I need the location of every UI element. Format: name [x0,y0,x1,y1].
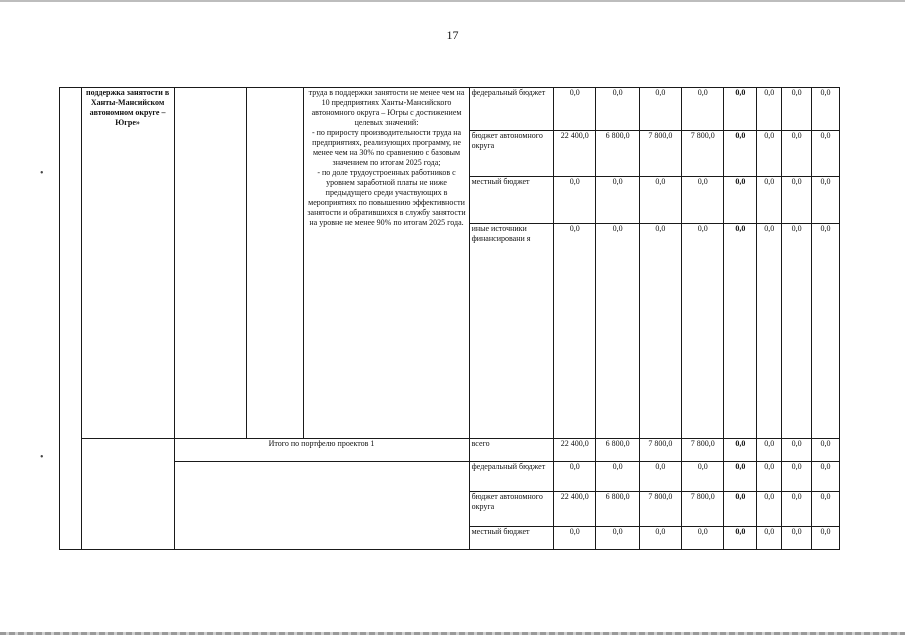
value-cell: 0,0 [682,224,724,439]
value-cell: 0,0 [639,527,681,550]
funding-source-cell: бюджет автономного округа [469,131,554,177]
value-cell: 0,0 [812,88,840,131]
value-cell: 0,0 [724,224,757,439]
value-cell: 0,0 [757,224,782,439]
margin-mark: • [40,452,44,463]
value-cell: 0,0 [782,224,812,439]
value-cell: 0,0 [782,131,812,177]
value-cell: 0,0 [782,439,812,462]
value-cell: 0,0 [639,88,681,131]
value-cell: 0,0 [682,88,724,131]
value-cell: 22 400,0 [554,131,596,177]
value-cell: 0,0 [724,492,757,527]
value-cell: 7 800,0 [682,492,724,527]
funding-source-cell: местный бюджет [469,177,554,224]
funding-source-cell: иные источники финансировани я [469,224,554,439]
value-cell: 0,0 [554,177,596,224]
funding-source-cell: федеральный бюджет [469,462,554,492]
page-top-edge [0,0,905,2]
value-cell: 0,0 [782,462,812,492]
value-cell: 0,0 [812,177,840,224]
value-cell: 0,0 [812,224,840,439]
value-cell: 0,0 [724,177,757,224]
value-cell: 0,0 [757,177,782,224]
value-cell: 0,0 [682,462,724,492]
value-cell: 0,0 [596,177,639,224]
value-cell: 0,0 [596,88,639,131]
value-cell: 0,0 [812,527,840,550]
value-cell: 0,0 [639,462,681,492]
value-cell: 0,0 [757,131,782,177]
value-cell: 0,0 [782,88,812,131]
value-cell: 0,0 [757,527,782,550]
value-cell: 22 400,0 [554,492,596,527]
project-name-cell: поддержка занятости в Ханты-Мансийском автономном округе – Югре» [81,88,174,439]
value-cell: 0,0 [782,492,812,527]
table-row [60,439,840,462]
value-cell: 0,0 [724,439,757,462]
funding-source-cell: всего [469,439,554,462]
page-number: 17 [446,28,459,42]
value-cell: 0,0 [554,462,596,492]
indicator-cell: труда в поддержки занятости не менее чем на 10 предприятиях Ханты-Мансийского автономного округа – Югры с достижением целевых значений: - по приросту производительности труда на предприятиях, реализующих программу, не менее чем на 30% по сравнению с базовым значением по итогам 2025 года; - по доле трудоустроенных работников с уровнем заработной платы не ниже предыдущего среди участвующих в мероприятиях по повышению эффективности занятости и обратившихся в службу занятости на уровне не менее 90% по итогам 2025 года. [304,88,469,439]
value-cell: 0,0 [639,177,681,224]
funding-source-cell: местный бюджет [469,527,554,550]
funding-source-cell: федеральный бюджет [469,88,554,131]
value-cell: 0,0 [757,439,782,462]
value-cell: 0,0 [757,88,782,131]
value-cell: 0,0 [554,88,596,131]
value-cell: 0,0 [596,527,639,550]
value-cell: 6 800,0 [596,439,639,462]
funding-source-cell: бюджет автономного округа [469,492,554,527]
value-cell: 6 800,0 [596,492,639,527]
value-cell: 0,0 [757,462,782,492]
margin-mark: • [40,168,44,179]
value-cell: 0,0 [596,224,639,439]
value-cell: 0,0 [639,224,681,439]
value-cell: 0,0 [724,527,757,550]
empty-cell [81,439,174,550]
value-cell: 6 800,0 [596,131,639,177]
value-cell: 0,0 [782,527,812,550]
empty-cell [174,462,469,550]
value-cell: 7 800,0 [682,439,724,462]
empty-cell [174,88,246,439]
empty-cell [246,88,304,439]
value-cell: 0,0 [724,88,757,131]
value-cell: 0,0 [682,527,724,550]
value-cell: 7 800,0 [682,131,724,177]
value-cell: 0,0 [782,177,812,224]
budget-table [59,87,840,550]
value-cell: 0,0 [812,492,840,527]
value-cell: 0,0 [596,462,639,492]
value-cell: 7 800,0 [639,492,681,527]
value-cell: 0,0 [812,131,840,177]
value-cell: 0,0 [812,439,840,462]
page-bottom-edge [0,632,905,635]
number-cell [60,88,82,550]
value-cell: 0,0 [554,527,596,550]
table-row [60,462,840,492]
table-row [60,88,840,131]
value-cell: 7 800,0 [639,131,681,177]
value-cell: 22 400,0 [554,439,596,462]
portfolio-total-label: Итого по портфелю проектов 1 [174,439,469,462]
value-cell: 0,0 [554,224,596,439]
value-cell: 0,0 [724,462,757,492]
value-cell: 7 800,0 [639,439,681,462]
value-cell: 0,0 [724,131,757,177]
value-cell: 0,0 [682,177,724,224]
value-cell: 0,0 [812,462,840,492]
value-cell: 0,0 [757,492,782,527]
